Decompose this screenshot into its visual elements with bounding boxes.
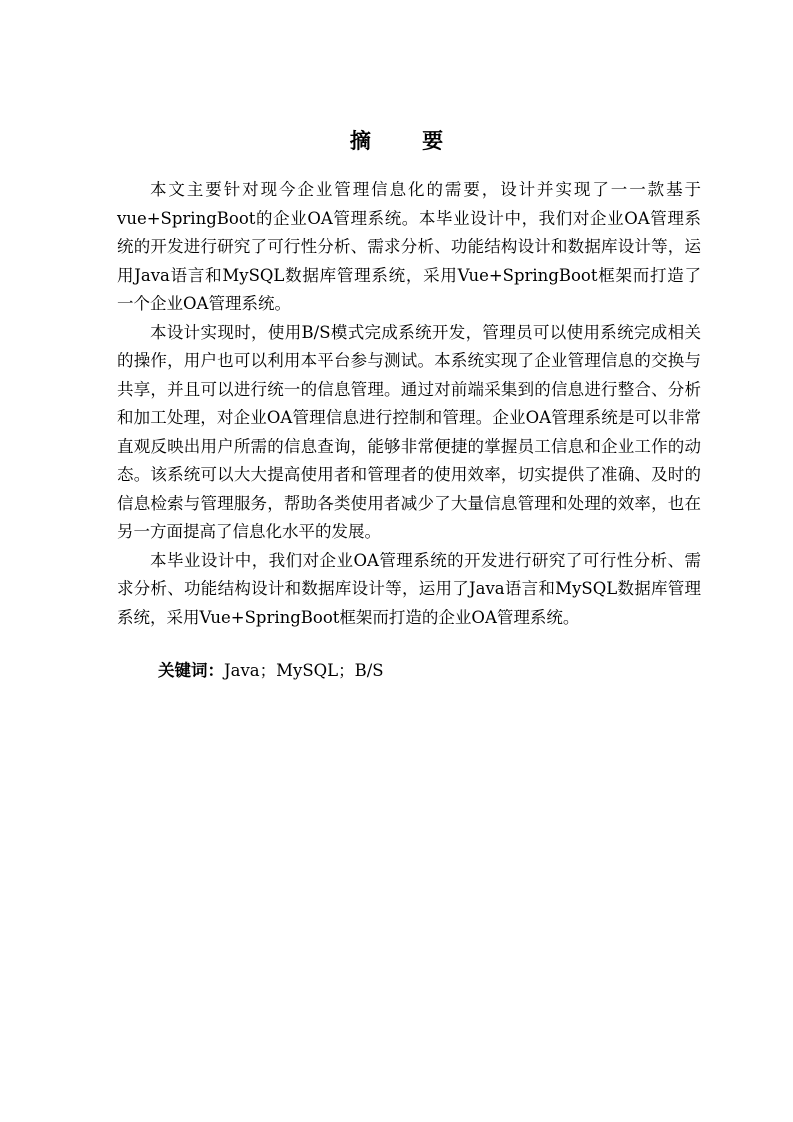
abstract-paragraph-1: 本文主要针对现今企业管理信息化的需要，设计并实现了一一款基于vue+SpringBoot的企业OA管理系统。本毕业设计中，我们对企业OA管理系统的开发进行研究了可行性分析、需求分析、功能结构设计和数据库设计等，运用Java语言和MySQL数据库管理系统，采用Vue+SpringBoot框架而打造了一个企业OA管理系统。 <box>117 180 701 313</box>
abstract-paragraph-2: 本设计实现时，使用B/S模式完成系统开发，管理员可以使用系统完成相关的操作，用户也可以利用本平台参与测试。本系统实现了企业管理信息的交换与共享，并且可以进行统一的信息管理。通过对前端采集到的信息进行整合、分析和加工处理，对企业OA管理信息进行控制和管理。企业OA管理系统是可以非常直观反映出用户所需的信息查询，能够非常便捷的掌握员工信息和企业工作的动态。该系统可以大大提高使用者和管理者的使用效率，切实提供了准确、及时的信息检索与管理服务，帮助各类使用者减少了大量信息管理和处理的效率，也在另一方面提高了信息化水平的发展。 <box>117 322 701 541</box>
abstract-body <box>117 176 701 632</box>
keywords-line <box>158 657 698 685</box>
keywords-value: Java；MySQL；B/S <box>224 661 384 680</box>
abstract-title: 摘 要 <box>349 128 466 153</box>
abstract-paragraph-3: 本毕业设计中，我们对企业OA管理系统的开发进行研究了可行性分析、需求分析、功能结构设计和数据库设计等，运用了Java语言和MySQL数据库管理系统，采用Vue+SpringBoot框架而打造的企业OA管理系统。 <box>117 550 701 627</box>
keywords-label: 关键词： <box>158 661 224 680</box>
